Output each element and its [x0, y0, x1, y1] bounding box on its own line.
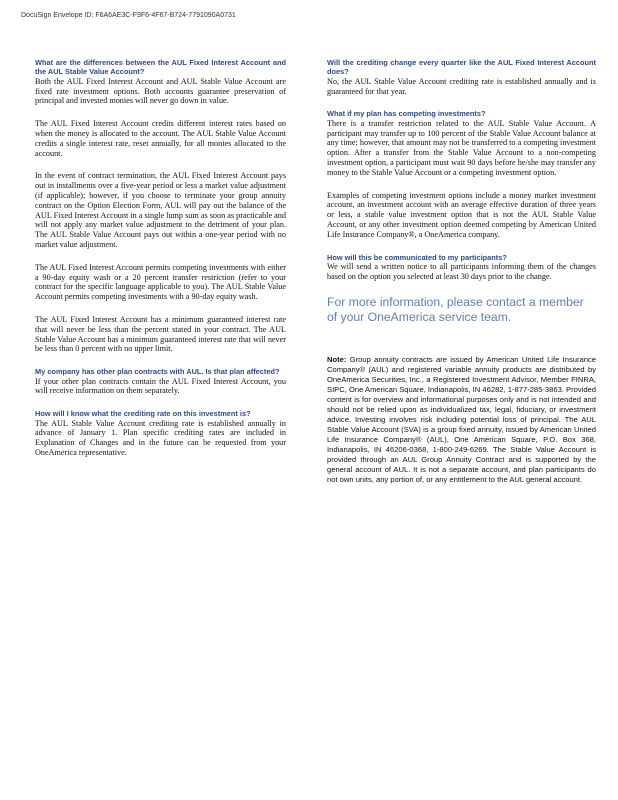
question-crediting-rate: How will I know what the crediting rate on this investment is? [35, 409, 251, 419]
paragraph-competing-investments: The AUL Fixed Interest Account permits competing investments with either a 90-day equity wash or a 20 percent transfer restriction (refer to your contract for the specific language applicable to you). The AUL Stable Value Account permits competing investments with a 90-day equity wash. [35, 262, 286, 302]
question-other-contracts: My company has other plan contracts with AUL. Is that plan affected? [35, 367, 280, 377]
faq-communication [327, 253, 596, 282]
paragraph-competing-examples: Examples of competing investment options include a money market investment account, an investment account with an average effective duration of three years or less, a stable value investment option that is not the AUL Stable Value Account, or any other investment option deemed competing by American United Life Insurance Company®, a OneAmerica company. [327, 190, 596, 239]
question-differences: What are the differences between the AUL Fixed Interest Account and the AUL Stable Value Account? [35, 58, 286, 77]
note-label: Note: [327, 354, 347, 364]
question-communication: How will this be communicated to my participants? [327, 252, 507, 262]
answer-communication: We will send a written notice to all participants informing them of the changes based on the option you selected at least 30 days prior to the change. [327, 261, 596, 281]
left-column [35, 58, 286, 471]
paragraph-contract-termination: In the event of contract termination, the AUL Fixed Interest Account pays out in installments over a five-year period or less a market value adjustment (if applicable); however, if you choose to terminate your group annuity contract on the Option Election Form, AUL will pay out the balance of the AUL Fixed Interest Account in a single lump sum as soon as practicable and will not apply any market value adjustment to the detriment of your plan. The AUL Stable Value Account pays out within a one-year period with no market value adjustment. [35, 171, 286, 249]
answer-other-contracts: If your other plan contracts contain the AUL Fixed Interest Account, you will receive information on them separately. [35, 376, 286, 396]
faq-crediting-rate [35, 409, 286, 458]
question-competing-investments: What if my plan has competing investments? [327, 109, 486, 119]
answer-differences: Both the AUL Fixed Interest Account and AUL Stable Value Account are fixed rate investment options. Both accounts guarantee preservation of principal and invested monies will never go down in value. [35, 76, 286, 106]
more-information-callout: For more information, please contact a member of your OneAmerica service team. [327, 294, 584, 324]
right-column [327, 58, 596, 485]
disclosure-note [327, 355, 596, 485]
faq-other-contracts [35, 367, 286, 396]
note-text: Group annuity contracts are issued by American United Life Insurance Company® (AUL) and registered variable annuity products are distributed by OneAmerica Securities, Inc., a Registered Investment Advisor, Member FINRA, SIPC, One American Square, Indianapolis, IN 46282, 1-877-285-3863. Provided content is for overview and informational purposes only and is not intended and should not be relied upon as individualized tax, legal, fiduciary, or investment advice. Investing involves risk including potential loss of principal. The AUL Stable Value Account (SVA) is a group fixed annuity, issued by American United Life Insurance Company® (AUL), One American Square, P.O. Box 368, Indianapolis, IN 46206-0368, 1-800-249-6269. The Stable Value Account is provided through an AUL Group Annuity Contract and is supported by the general account of AUL. It is not a separate account, and plan participants do not own units, any portion of, or any entitlement to the AUL general account. [327, 354, 596, 484]
paragraph-minimum-rate: The AUL Fixed Interest Account has a minimum guaranteed interest rate that will never be less than the percent stated in your contract. The AUL Stable Value Account has a minimum guaranteed interest rate that will never be less than 0 percent with no upper limit. [35, 314, 286, 354]
faq-competing-investments [327, 109, 596, 177]
question-quarterly-change: Will the crediting change every quarter like the AUL Fixed Interest Account does? [327, 58, 596, 77]
faq-differences [35, 58, 286, 106]
answer-quarterly-change: No, the AUL Stable Value Account crediting rate is established annually and is guaranteed for that year. [327, 76, 596, 96]
answer-crediting-rate: The AUL Stable Value Account crediting rate is established annually in advance of January 1. Plan specific crediting rates are included in Explanation of Changes and in the future can be requested from your OneAmerica representative. [35, 418, 286, 457]
paragraph-interest-rates: The AUL Fixed Interest Account credits different interest rates based on when the money is allocated to the account. The AUL Stable Value Account credits a single interest rate, reset annually, for all monies allocated to the account. [35, 119, 286, 158]
answer-competing-investments: There is a transfer restriction related to the AUL Stable Value Account. A participant may transfer up to 100 percent of the Stable Value Account balance at any time; however, that amount may not be transferred to a competing investment option. After a transfer from the Stable Value Account to a non-competing investment option, a participant must wait 90 days before he/she may transfer any money to the Stable Value Account or a competing investment option. [327, 118, 596, 177]
faq-quarterly-change [327, 58, 596, 96]
docusign-envelope-id: DocuSign Envelope ID: F6A6AE3C-F9F6-4F67-B724-7791090A0731 [21, 12, 236, 19]
